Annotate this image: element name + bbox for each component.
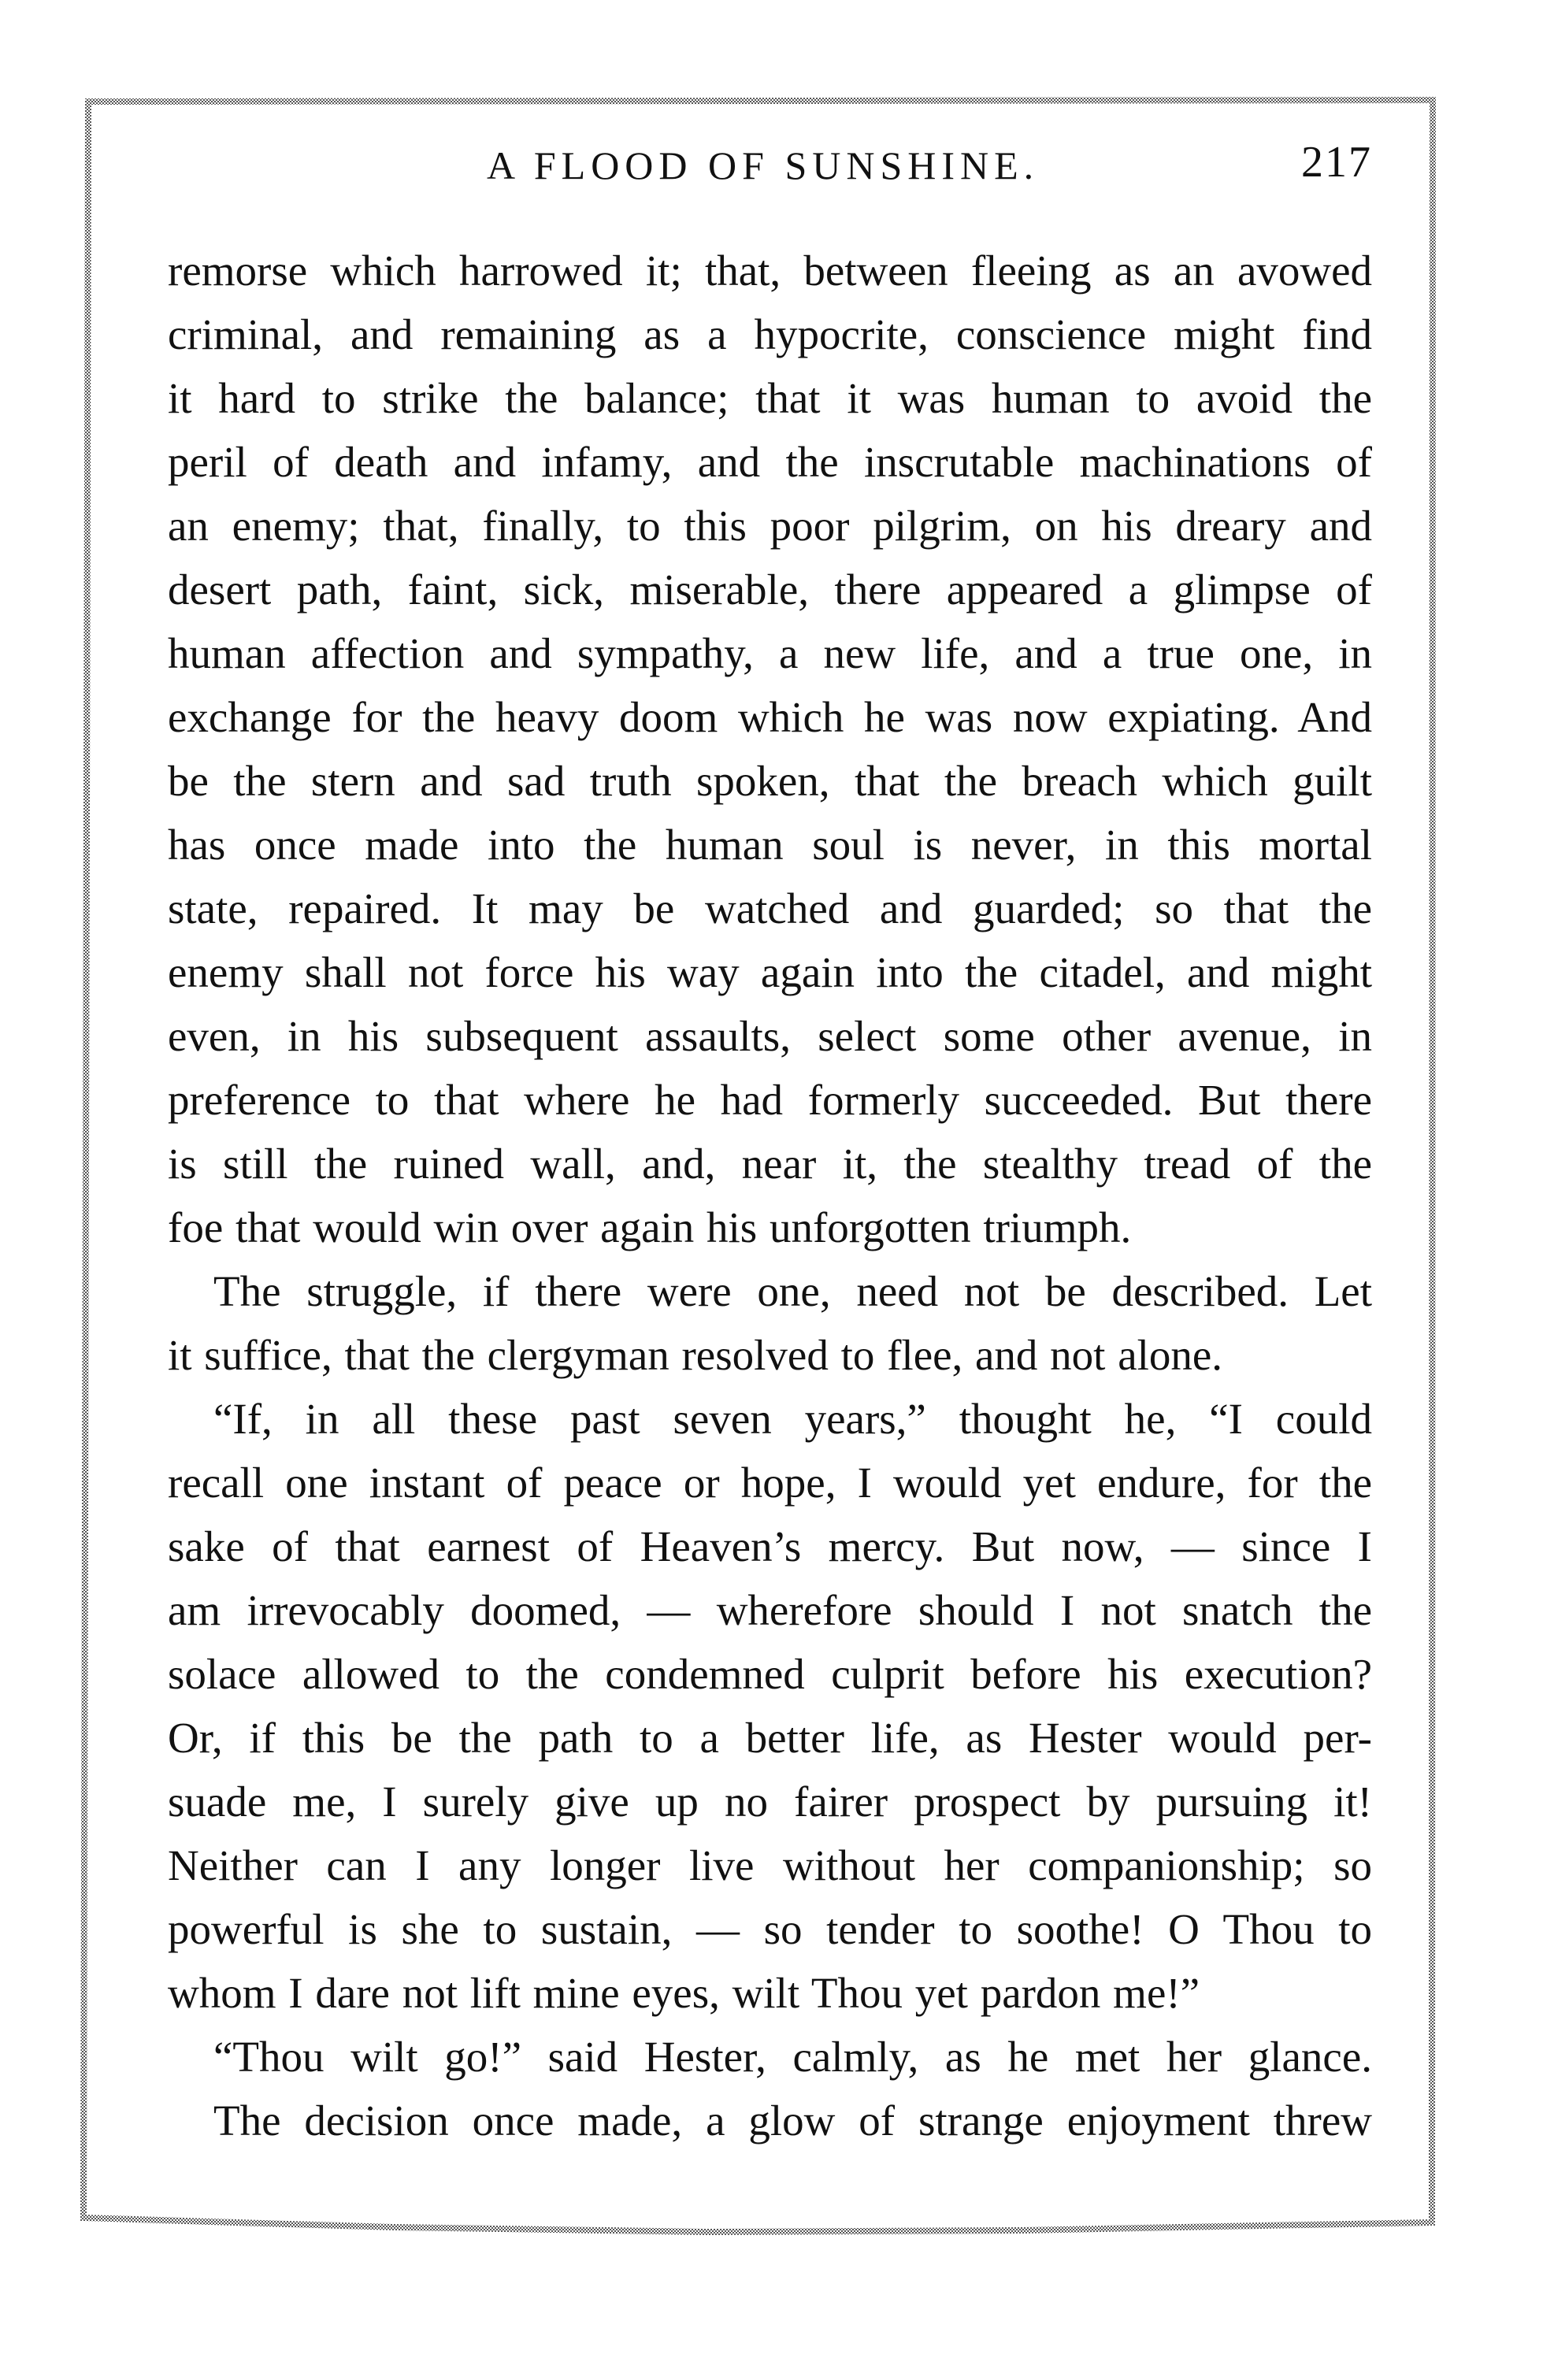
running-title: A FLOOD OF SUNSHINE. — [487, 143, 1040, 187]
page-number: 217 — [1301, 138, 1372, 187]
text-line: exchange for the heavy doom which he was now expiating. And — [168, 693, 1372, 741]
text-line: is still the ruined wall, and, near it, the stealthy tread of the — [168, 1140, 1372, 1188]
text-line: human affection and sympathy, a new life, and a true one, in — [168, 629, 1372, 677]
text-line: The struggle, if there were one, need not be described. Let — [213, 1267, 1372, 1315]
text-line: it suffice, that the clergyman resolved to flee, and not alone. — [168, 1331, 1223, 1379]
text-line: enemy shall not force his way again into the citadel, and might — [168, 948, 1372, 996]
text-line: solace allowed to the condemned culprit before his execution? — [168, 1650, 1372, 1698]
text-line: foe that would win over again his unforgotten triumph. — [168, 1203, 1132, 1251]
text-line: peril of death and infamy, and the inscrutable machinations of — [168, 438, 1372, 486]
text-line: desert path, faint, sick, miserable, there appeared a glimpse of — [168, 565, 1372, 614]
text-line: recall one instant of peace or hope, I would yet endure, for the — [168, 1459, 1372, 1507]
text-line: Neither can I any longer live without her companionship; so — [168, 1841, 1372, 1889]
text-line: preference to that where he had formerly succeeded. But there — [168, 1076, 1372, 1124]
text-line: “Thou wilt go!” said Hester, calmly, as he met her glance. — [213, 2033, 1372, 2081]
text-line: remorse which harrowed it; that, between fleeing as an avowed — [168, 247, 1372, 295]
text-line: powerful is she to sustain, — so tender to soothe! O Thou to — [168, 1905, 1372, 1953]
text-line: even, in his subsequent assaults, select some other avenue, in — [168, 1012, 1372, 1060]
text-line: an enemy; that, finally, to this poor pilgrim, on his dreary and — [168, 502, 1372, 550]
text-line: Or, if this be the path to a better life, as Hester would per- — [168, 1714, 1372, 1762]
text-line: whom I dare not lift mine eyes, wilt Thou yet pardon me!” — [168, 1969, 1200, 2017]
text-line: it hard to strike the balance; that it was human to avoid the — [168, 374, 1372, 422]
body-text — [168, 239, 1372, 2152]
text-line: has once made into the human soul is never, in this mortal — [168, 821, 1372, 869]
text-line: state, repaired. It may be watched and guarded; so that the — [168, 884, 1372, 932]
text-line: sake of that earnest of Heaven’s mercy. But now, — since I — [168, 1522, 1372, 1570]
text-line: be the stern and sad truth spoken, that the breach which guilt — [168, 757, 1372, 805]
text-line: The decision once made, a glow of strange enjoyment threw — [213, 2096, 1372, 2145]
text-line: criminal, and remaining as a hypocrite, conscience might find — [168, 310, 1372, 358]
text-line: am irrevocably doomed, — wherefore should I not snatch the — [168, 1586, 1372, 1634]
text-line: suade me, I surely give up no fairer prospect by pursuing it! — [168, 1778, 1372, 1826]
text-line: “If, in all these past seven years,” thought he, “I could — [213, 1395, 1372, 1443]
running-header — [168, 138, 1372, 189]
